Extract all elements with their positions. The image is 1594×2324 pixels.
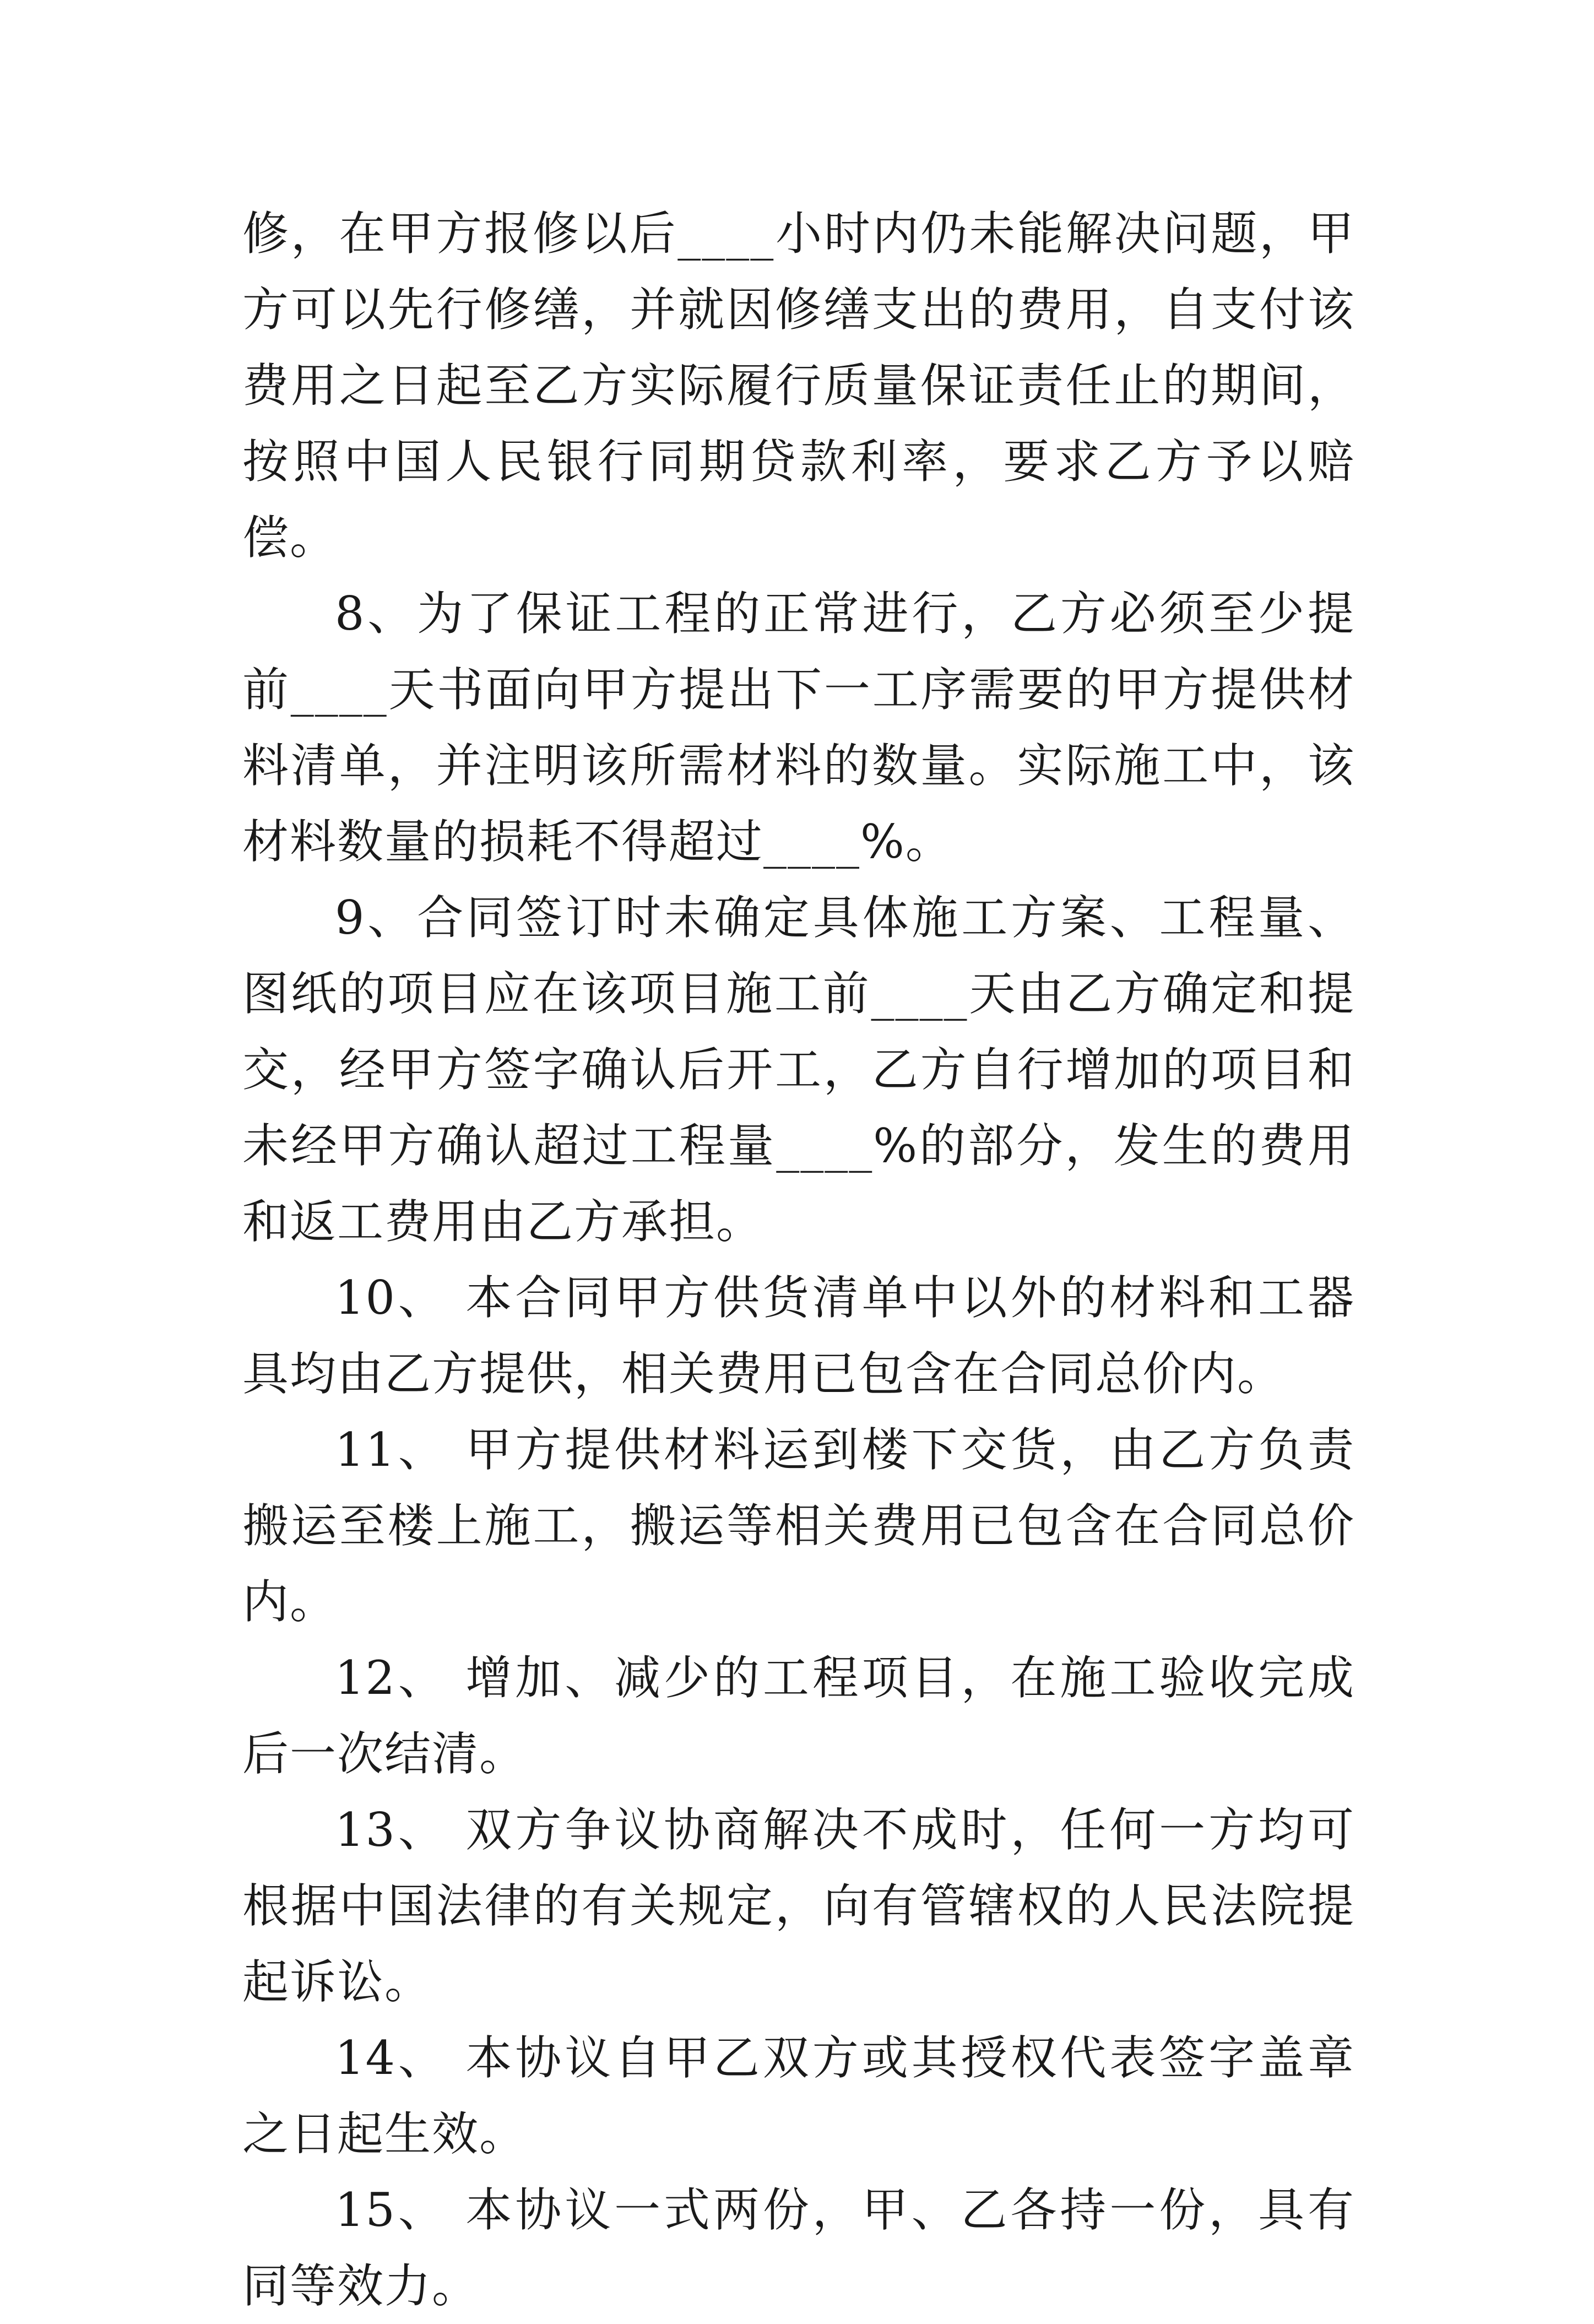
paragraph-clause-9: 9、合同签订时未确定具体施工方案、工程量、图纸的项目应在该项目施工前____天由乙方确定和提交，经甲方签字确认后开工，乙方自行增加的项目和未经甲方确认超过工程量____%的部分，发生的费用和返工费用由乙方承担。 (242, 891, 1355, 1249)
paragraph-clause-15: 15、 本协议一式两份，甲、乙各持一份，具有同等效力。 (242, 2183, 1355, 2313)
paragraph-clause-10: 10、 本合同甲方供货清单中以外的材料和工器具均由乙方提供，相关费用已包含在合同总价内。 (242, 1271, 1355, 1401)
paragraph-clause-11: 11、 甲方提供材料运到楼下交货，由乙方负责搬运至楼上施工，搬运等相关费用已包含在合同总价内。 (242, 1423, 1355, 1629)
paragraph-clause-13: 13、 双方争议协商解决不成时，任何一方均可根据中国法律的有关规定，向有管辖权的人民法院提起诉讼。 (242, 1803, 1355, 2009)
paragraph-continued: 修，在甲方报修以后____小时内仍未能解决问题，甲方可以先行修缮，并就因修缮支出的费用，自支付该费用之日起至乙方实际履行质量保证责任止的期间，按照中国人民银行同期贷款利率，要求乙方予以赔偿。 (242, 207, 1355, 565)
document-body (242, 196, 1355, 2324)
paragraph-clause-12: 12、 增加、减少的工程项目，在施工验收完成后一次结清。 (242, 1651, 1355, 1781)
paragraph-clause-14: 14、 本协议自甲乙双方或其授权代表签字盖章之日起生效。 (242, 2031, 1355, 2161)
paragraph-clause-8: 8、为了保证工程的正常进行，乙方必须至少提前____天书面向甲方提出下一工序需要的甲方提供材料清单，并注明该所需材料的数量。实际施工中，该材料数量的损耗不得超过____%。 (242, 587, 1355, 869)
